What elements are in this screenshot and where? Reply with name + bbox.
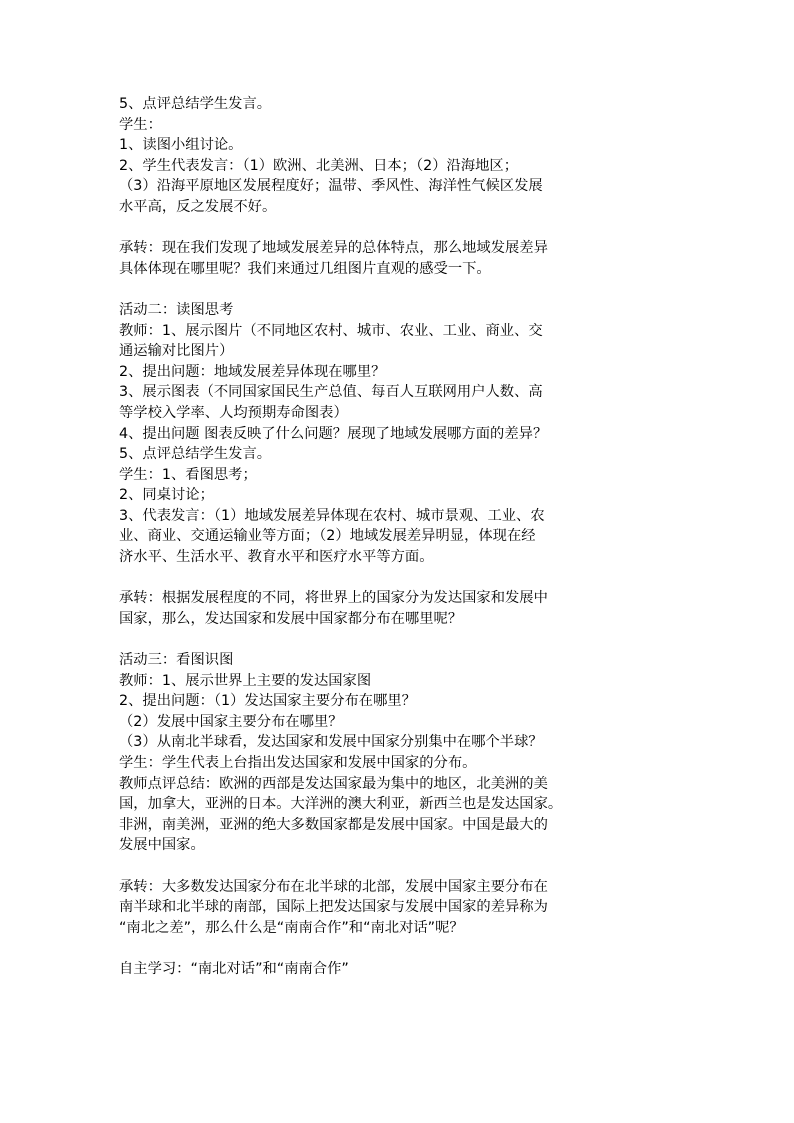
text-line: 业、商业、交通运输业等方面；（2）地域发展差异明显，体现在经: [119, 528, 536, 545]
text-line: 非洲，南美洲，亚洲的绝大多数国家都是发展中国家。中国是最大的: [119, 816, 548, 833]
text-line: 学生：学生代表上台指出发达国家和发展中国家的分布。: [119, 755, 477, 771]
text-line: 教师：1、展示图片（不同地区农村、城市、农业、工业、商业、交: [119, 322, 543, 339]
text-line: 3、展示图表（不同国家国民生产总值、每百人互联网用户人数、高: [119, 384, 543, 401]
paragraph-gap: [119, 279, 609, 300]
text-line: 具体体现在哪里呢？我们来通过几组图片直观的感受一下。: [119, 260, 491, 277]
paragraph-gap: [119, 218, 609, 239]
text-line: 国家，那么，发达国家和发展中国家都分布在哪里呢？: [119, 610, 463, 627]
text-line: 发展中国家。: [119, 837, 205, 854]
paragraph-gap: [119, 938, 609, 959]
paragraph-gap: [119, 629, 609, 650]
text-line: 教师：1、展示世界上主要的发达国家图: [119, 672, 372, 689]
text-line: （2）发展中国家主要分布在哪里？: [119, 713, 343, 730]
text-line: 2、提出问题：（1）发达国家主要分布在哪里？: [119, 693, 416, 710]
text-line: 南半球和北半球的南部，国际上把发达国家与发展中国家的差异称为: [119, 899, 548, 916]
text-line: 国，加拿大，亚洲的日本。大洋洲的澳大利亚，新西兰也是发达国家。: [119, 796, 563, 813]
text-line: （3）沿海平原地区发展程度好；温带、季风性、海洋性气候区发展: [119, 178, 543, 195]
document-page: [119, 94, 609, 980]
text-line: 承转：现在我们发现了地域发展差异的总体特点，那么地域发展差异: [119, 240, 548, 257]
text-line: 通运输对比图片）: [119, 343, 234, 360]
text-line: 1、读图小组讨论。: [119, 137, 243, 154]
section-heading: 活动三：看图识图: [119, 652, 234, 669]
text-line: （3）从南北半球看，发达国家和发展中国家分别集中在哪个半球？: [119, 734, 543, 751]
text-line: 5、点评总结学生发言。: [119, 446, 272, 463]
text-line: 学生：1、看图思考；: [119, 466, 257, 483]
paragraph-gap: [119, 856, 609, 877]
text-line: 4、提出问题 图表反映了什么问题？展现了地域发展哪方面的差异？: [119, 425, 548, 442]
text-line: 济水平、生活水平、教育水平和医疗水平等方面。: [119, 549, 434, 566]
section-heading: 自主学习：“南北对话”和“南南合作”: [119, 960, 349, 977]
text-line: 水平高，反之发展不好。: [119, 198, 277, 215]
text-line: 等学校入学率、人均预期寿命图表）: [119, 404, 348, 421]
text-line: 2、学生代表发言：（1）欧洲、北美洲、日本；（2）沿海地区；: [119, 157, 519, 174]
text-line: 承转：大多数发达国家分布在北半球的北部，发展中国家主要分布在: [119, 878, 548, 895]
section-heading: 活动二：读图思考: [119, 301, 234, 318]
text-line: 学生：: [119, 116, 162, 133]
text-line: 5、点评总结学生发言。: [119, 96, 272, 112]
text-line: 2、同桌讨论；: [119, 487, 214, 504]
text-line: 教师点评总结：欧洲的西部是发达国家最为集中的地区，北美洲的美: [119, 775, 548, 792]
paragraph-gap: [119, 568, 609, 589]
text-line: 承转：根据发展程度的不同，将世界上的国家分为发达国家和发展中: [119, 590, 548, 607]
text-line: “南北之差”，那么什么是“南南合作”和“南北对话”呢？: [119, 919, 464, 936]
text-line: 2、提出问题：地域发展差异体现在哪里？: [119, 363, 386, 380]
text-line: 3、代表发言：（1）地域发展差异体现在农村、城市景观、工业、农: [119, 507, 545, 524]
